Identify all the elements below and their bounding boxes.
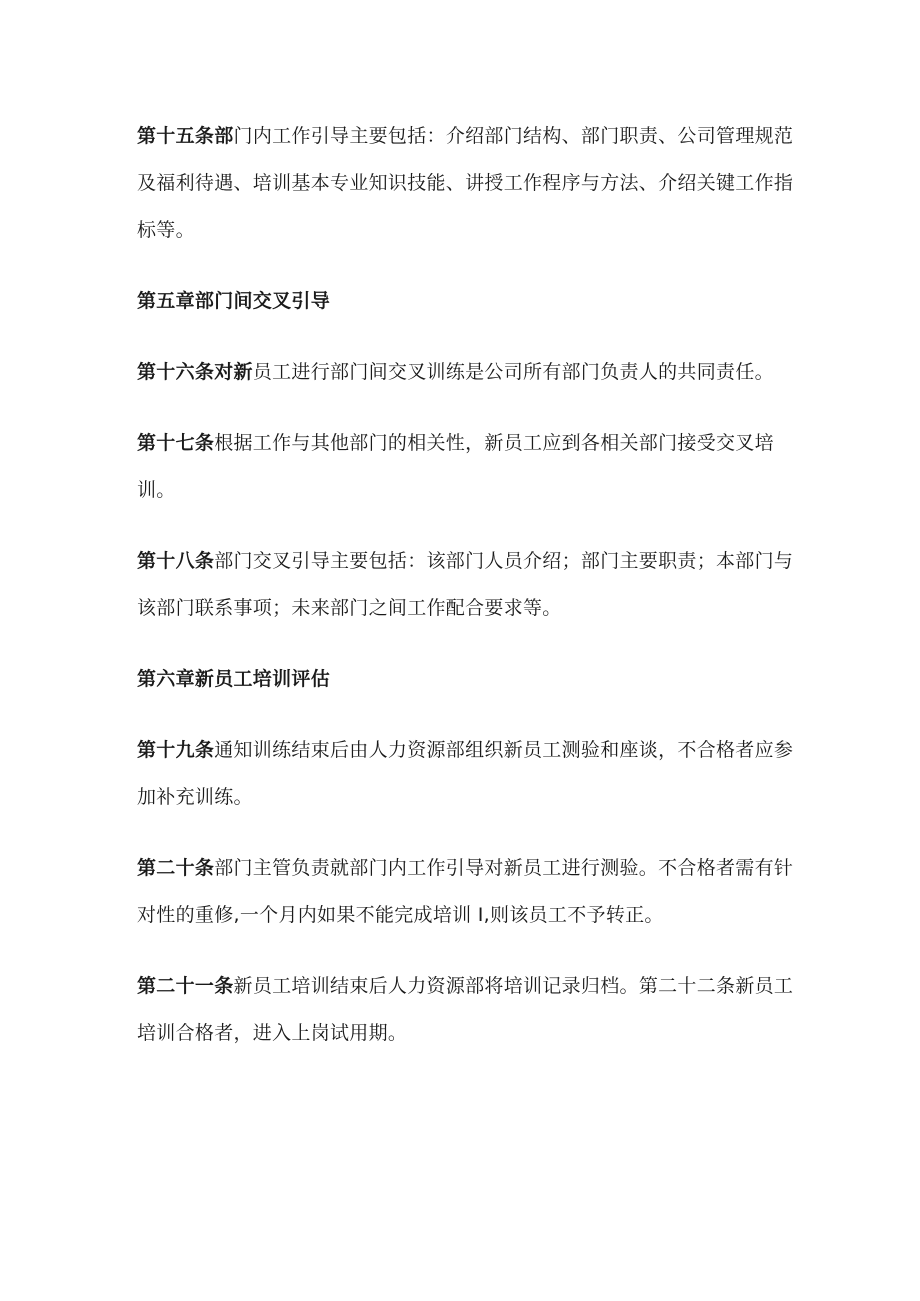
article-16-text: 员工进行部门间交叉训练是公司所有部门负责人的共同责任。 [252,361,774,383]
article-21-text: 新员工培训结束后人力资源部将培训记录归档。第二十二条新员工培训合格者，进入上岗试用期。 [137,975,794,1044]
article-19-text: 通知训练结束后由人力资源部组织新员工测验和座谈，不合格者应参加补充训练。 [137,739,794,808]
article-16 [137,349,797,396]
article-19 [137,727,797,821]
article-15 [137,113,797,254]
chapter-6-heading: 第六章新员工培训评估 [137,668,331,690]
article-21-number: 第二十一条 [137,975,234,997]
article-20-text: 部门主管负责就部门内工作引导对新员工进行测验。不合格者需有针对性的重修,一个月内如果不能完成培训 I,则该员工不予转正。 [137,857,794,926]
article-17 [137,420,797,514]
chapter-5-heading: 第五章部门间交叉引导 [137,290,331,312]
article-18 [137,538,797,632]
article-15-text: 门内工作引导主要包括：介绍部门结构、部门职责、公司管理规范及福利待遇、培训基本专业知识技能、讲授工作程序与方法、介绍关键工作指标等。 [137,125,794,241]
article-20 [137,845,797,939]
article-17-text: 根据工作与其他部门的相关性，新员工应到各相关部门接受交叉培训。 [137,432,774,501]
document-body [137,113,797,1081]
article-19-number: 第十九条 [137,739,215,761]
article-20-number: 第二十条 [137,857,215,879]
article-17-number: 第十七条 [137,432,215,454]
article-15-number: 第十五条部 [137,125,234,147]
article-16-number: 第十六条对新 [137,361,253,383]
article-18-number: 第十八条 [137,550,215,572]
article-18-text: 部门交叉引导主要包括：该部门人员介绍；部门主要职责；本部门与该部门联系事项；未来部门之间工作配合要求等。 [137,550,794,619]
article-21 [137,963,797,1057]
